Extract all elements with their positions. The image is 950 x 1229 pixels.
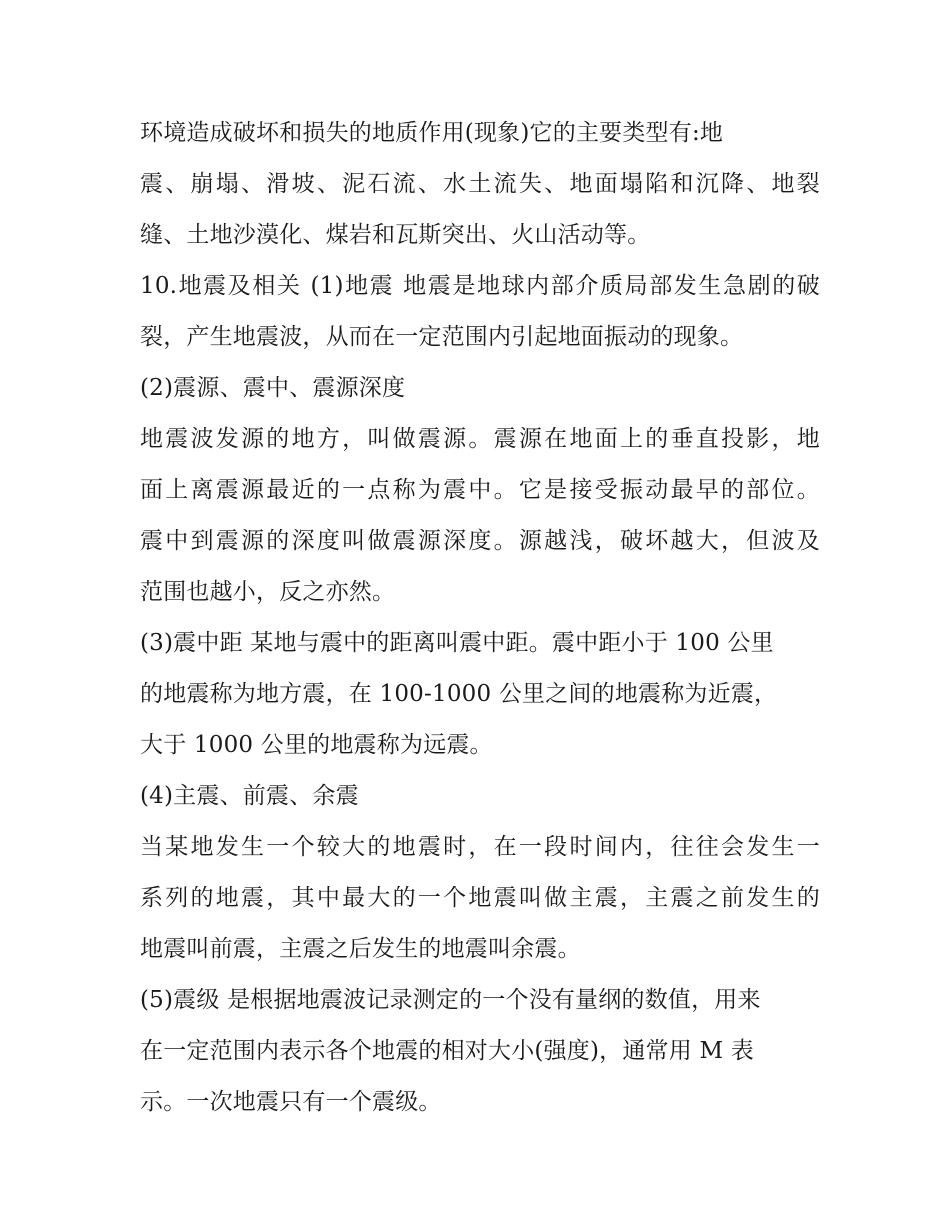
- text-line: 环境造成破坏和损失的地质作用(现象)它的主要类型有:地: [140, 120, 724, 146]
- text-line: 范围也越小，反之亦然。: [140, 579, 396, 605]
- text-line: 大于 1000 公里的地震称为远震。: [140, 732, 493, 758]
- text-line: 系列的地震，其中最大的一个地震叫做主震，主震之前发生的: [140, 885, 820, 911]
- text-line: 面上离震源最近的一点称为震中。它是接受振动最早的部位。: [140, 477, 820, 503]
- document-body: [140, 108, 820, 1128]
- text-line: 震中到震源的深度叫做震源深度。源越浅，破坏越大，但波及: [140, 528, 820, 554]
- text-line: 的地震称为地方震，在 100-1000 公里之间的地震称为近震，: [140, 681, 778, 707]
- section-heading: (2)震源、震中、震源深度: [140, 375, 406, 401]
- text-line: (5)震级 是根据地震波记录测定的一个没有量纲的数值，用来: [140, 987, 761, 1013]
- section-heading: (4)主震、前震、余震: [140, 783, 359, 809]
- text-line: 在一定范围内表示各个地震的相对大小(强度)，通常用 M 表: [140, 1038, 754, 1064]
- text-line: 10.地震及相关 (1)地震 地震是地球内部介质局部发生急剧的破: [140, 273, 820, 299]
- text-line: 示。一次地震只有一个震级。: [140, 1089, 442, 1115]
- text-line: 地震波发源的地方，叫做震源。震源在地面上的垂直投影，地: [140, 426, 820, 452]
- text-line: 缝、土地沙漠化、煤岩和瓦斯突出、火山活动等。: [140, 222, 651, 248]
- text-line: (3)震中距 某地与震中的距离叫震中距。震中距小于 100 公里: [140, 630, 774, 656]
- text-line: 裂，产生地震波，从而在一定范围内引起地面振动的现象。: [140, 324, 744, 350]
- text-line: 地震叫前震，主震之后发生的地震叫余震。: [140, 936, 581, 962]
- text-line: 当某地发生一个较大的地震时，在一段时间内，往往会发生一: [140, 834, 820, 860]
- text-line: 震、崩塌、滑坡、泥石流、水土流失、地面塌陷和沉降、地裂: [140, 171, 820, 197]
